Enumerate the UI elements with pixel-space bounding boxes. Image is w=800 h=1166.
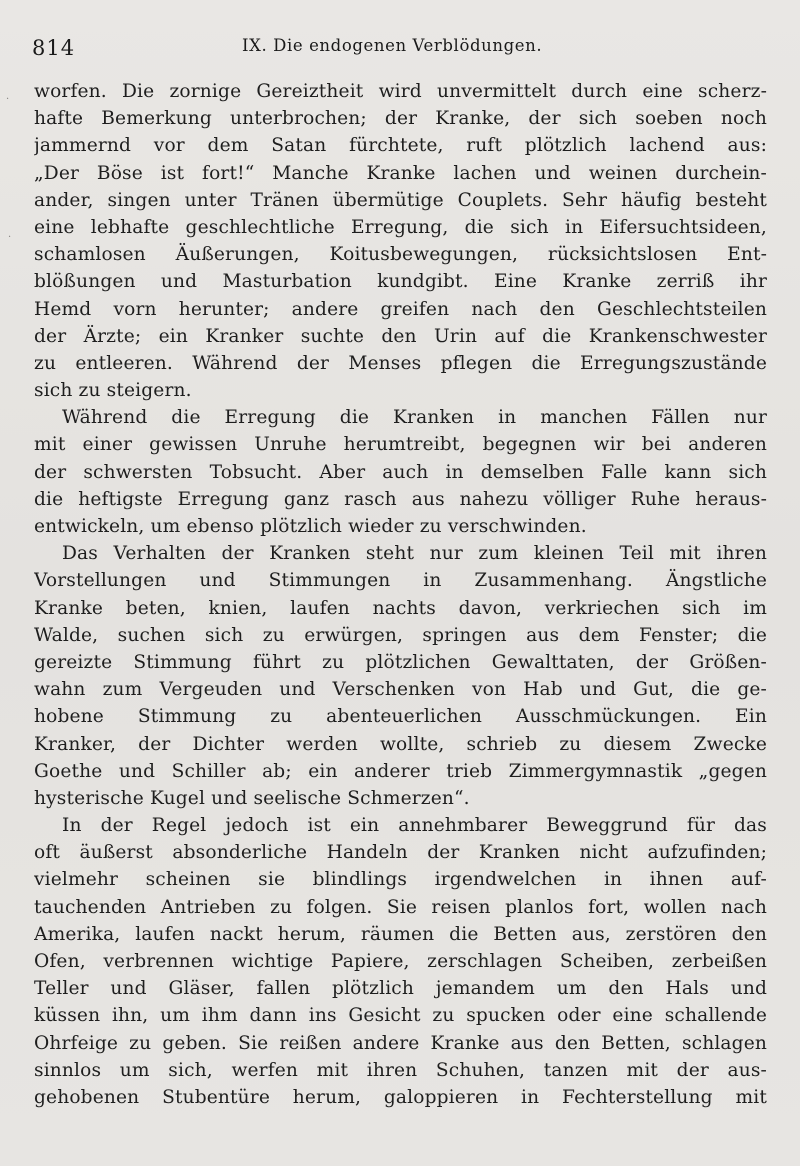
text-line: sinnlos um sich, werfen mit ihren Schuhen, tanzen mit der aus-	[34, 1059, 767, 1081]
text-line: In der Regel jedoch ist ein annehmbarer Beweggrund für das	[62, 815, 767, 837]
text-line: Ofen, verbrennen wichtige Papiere, zerschlagen Scheiben, zerbeißen	[34, 951, 767, 972]
page-header	[32, 34, 768, 62]
text-line: „Der Böse ist fort!“ Manche Kranke lachen und weinen durchein-	[34, 162, 767, 184]
text-line: jammernd vor dem Satan fürchtete, ruft plötzlich lachend aus:	[34, 135, 767, 157]
text-line: schamlosen Äußerungen, Koitusbewegungen, rücksichtslosen Ent-	[34, 244, 767, 266]
text-line: Kranke beten, knien, laufen nachts davon, verkriechen sich im	[34, 597, 767, 619]
text-line: sich zu steigern.	[34, 380, 192, 402]
text-line: die heftigste Erregung ganz rasch aus nahezu völliger Ruhe heraus-	[34, 488, 767, 510]
text-line: entwickeln, um ebenso plötzlich wieder zu verschwinden.	[34, 516, 587, 537]
text-line: küssen ihn, um ihm dann ins Gesicht zu spucken oder eine schallende	[34, 1005, 767, 1027]
text-line: eine lebhafte geschlechtliche Erregung, die sich in Eifersuchtsideen,	[34, 216, 767, 238]
text-line: zu entleeren. Während der Menses pflegen die Erregungszustände	[34, 352, 767, 374]
text-line: oft äußerst absonderliche Handeln der Kranken nicht aufzufinden;	[34, 842, 767, 864]
text-line: mit einer gewissen Unruhe herumtreibt, begegnen wir bei anderen	[34, 434, 767, 456]
text-line: Teller und Gläser, fallen plötzlich jemandem um den Hals und	[34, 978, 767, 1000]
print-speck: ·	[8, 232, 12, 243]
body-text	[34, 78, 767, 1111]
text-line: vielmehr scheinen sie blindlings irgendwelchen in ihnen auf-	[34, 869, 767, 891]
text-line: der Ärzte; ein Kranker suchte den Urin auf die Krankenschwester	[34, 325, 767, 347]
text-line: Hemd vorn herunter; andere greifen nach den Geschlechtsteilen	[34, 298, 767, 320]
text-line: gereizte Stimmung führt zu plötzlichen Gewalttaten, der Größen-	[34, 651, 767, 673]
running-head: IX. Die endogenen Verblödungen.	[242, 36, 543, 55]
text-line: der schwersten Tobsucht. Aber auch in demselben Falle kann sich	[34, 461, 767, 483]
text-line: tauchenden Antrieben zu folgen. Sie reisen planlos fort, wollen nach	[34, 896, 767, 918]
text-line: Goethe und Schiller ab; ein anderer trieb Zimmergymnastik „gegen	[34, 760, 767, 782]
text-line: Ohrfeige zu geben. Sie reißen andere Kranke aus den Betten, schlagen	[34, 1032, 767, 1054]
text-line: Kranker, der Dichter werden wollte, schrieb zu diesem Zwecke	[34, 733, 767, 755]
text-line: gehobenen Stubentüre herum, galoppieren in Fechterstellung mit	[34, 1086, 767, 1108]
text-line: wahn zum Vergeuden und Verschenken von Hab und Gut, die ge-	[34, 679, 767, 701]
text-line: worfen. Die zornige Gereiztheit wird unvermittelt durch eine scherz-	[34, 81, 767, 102]
text-line: hysterische Kugel und seelische Schmerzen“.	[34, 787, 470, 809]
text-line: blößungen und Masturbation kundgibt. Eine Kranke zerriß ihr	[34, 271, 767, 293]
text-line: Amerika, laufen nackt herum, räumen die Betten aus, zerstören den	[34, 923, 767, 945]
text-line: Das Verhalten der Kranken steht nur zum kleinen Teil mit ihren	[62, 543, 767, 565]
text-line: Während die Erregung die Kranken in manchen Fällen nur	[62, 407, 767, 429]
text-line: hafte Bemerkung unterbrochen; der Kranke, der sich soeben noch	[34, 108, 767, 130]
page-number: 814	[32, 36, 76, 60]
text-line: ander, singen unter Tränen übermütige Couplets. Sehr häufig besteht	[34, 189, 767, 211]
text-line: Walde, suchen sich zu erwürgen, springen aus dem Fenster; die	[34, 624, 767, 646]
print-speck: ·	[6, 94, 10, 105]
text-line: Vorstellungen und Stimmungen in Zusammenhang. Ängstliche	[34, 570, 767, 592]
text-line: hobene Stimmung zu abenteuerlichen Ausschmückungen. Ein	[34, 706, 767, 728]
